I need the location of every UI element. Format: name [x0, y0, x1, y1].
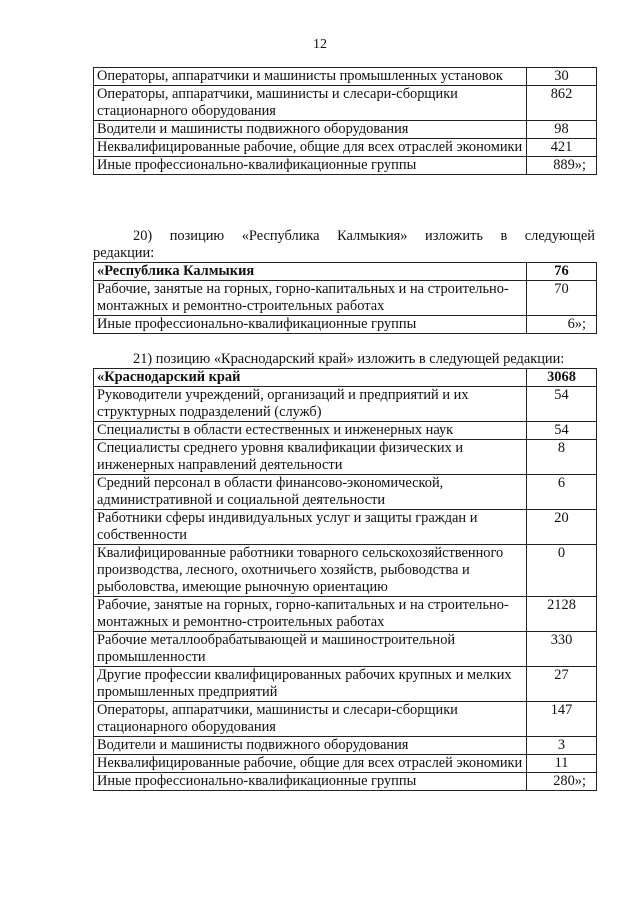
row-label: Операторы, аппаратчики и машинисты промышленных установок — [94, 68, 527, 86]
row-label: Рабочие, занятые на горных, горно-капитальных и на строительно-монтажных и ремонтно-строительных работах — [94, 281, 527, 316]
table-krasnodar — [93, 368, 597, 791]
row-value: 54 — [527, 422, 597, 440]
table-row — [94, 86, 597, 121]
row-value: 0 — [527, 545, 597, 597]
table-header-row — [94, 263, 597, 281]
row-label: Специалисты в области естественных и инженерных наук — [94, 422, 527, 440]
page-number: 12 — [313, 37, 327, 52]
table-row — [94, 545, 597, 597]
row-value: 6»; — [527, 316, 597, 334]
row-value: 54 — [527, 387, 597, 422]
table-row — [94, 281, 597, 316]
row-value: 8 — [527, 440, 597, 475]
row-label: Иные профессионально-квалификационные группы — [94, 316, 527, 334]
paragraph-20-line2: редакции: — [93, 245, 155, 261]
table-row — [94, 121, 597, 139]
row-label: Рабочие, занятые на горных, горно-капитальных и на строительно-монтажных и ремонтно-строительных работах — [94, 597, 527, 632]
row-label: Операторы, аппаратчики, машинисты и слесари-сборщики стационарного оборудования — [94, 702, 527, 737]
row-value: 3 — [527, 737, 597, 755]
table-row — [94, 597, 597, 632]
table-row — [94, 632, 597, 667]
row-label: Операторы, аппаратчики, машинисты и слесари-сборщики стационарного оборудования — [94, 86, 527, 121]
row-label: Средний персонал в области финансово-экономической, административной и социальной деятельности — [94, 475, 527, 510]
row-value: 330 — [527, 632, 597, 667]
row-label: Неквалифицированные рабочие, общие для всех отраслей экономики — [94, 139, 527, 157]
row-value: 20 — [527, 510, 597, 545]
row-label: Водители и машинисты подвижного оборудования — [94, 737, 527, 755]
row-value: 70 — [527, 281, 597, 316]
table-header-row — [94, 369, 597, 387]
table-row — [94, 510, 597, 545]
table-row — [94, 702, 597, 737]
table-row — [94, 755, 597, 773]
row-label: Работники сферы индивидуальных услуг и защиты граждан и собственности — [94, 510, 527, 545]
table-row — [94, 475, 597, 510]
row-value: 889»; — [527, 157, 597, 175]
table-row — [94, 316, 597, 334]
table-row — [94, 737, 597, 755]
row-label: Иные профессионально-квалификационные группы — [94, 773, 527, 791]
table-row — [94, 667, 597, 702]
row-label: Руководители учреждений, организаций и предприятий и их структурных подразделений (служб) — [94, 387, 527, 422]
row-label: Иные профессионально-квалификационные группы — [94, 157, 527, 175]
table-continuation — [93, 67, 597, 175]
row-label: Неквалифицированные рабочие, общие для всех отраслей экономики — [94, 755, 527, 773]
row-label: Другие профессии квалифицированных рабочих крупных и мелких промышленных предприятий — [94, 667, 527, 702]
row-value: 98 — [527, 121, 597, 139]
row-value: 862 — [527, 86, 597, 121]
paragraph-20-line1: 20) позицию «Республика Калмыкия» изложить в следующей — [133, 228, 595, 244]
row-value: 2128 — [527, 597, 597, 632]
row-value: 6 — [527, 475, 597, 510]
region-name: «Краснодарский край — [94, 369, 527, 387]
region-total: 3068 — [527, 369, 597, 387]
paragraph-21: 21) позицию «Краснодарский край» изложить в следующей редакции: — [133, 351, 565, 367]
region-total: 76 — [527, 263, 597, 281]
table-row — [94, 139, 597, 157]
row-value: 147 — [527, 702, 597, 737]
table-kalmykia — [93, 262, 597, 334]
row-label: Специалисты среднего уровня квалификации физических и инженерных направлений деятельности — [94, 440, 527, 475]
region-name: «Республика Калмыкия — [94, 263, 527, 281]
table-row — [94, 68, 597, 86]
row-value: 280»; — [527, 773, 597, 791]
row-value: 11 — [527, 755, 597, 773]
row-value: 421 — [527, 139, 597, 157]
table-row — [94, 440, 597, 475]
table-row — [94, 773, 597, 791]
row-label: Квалифицированные работники товарного сельскохозяйственного производства, лесного, охотничьего хозяйств, рыбоводства и рыболовства, имеющие рыночную ориентацию — [94, 545, 527, 597]
table-row — [94, 422, 597, 440]
table-row — [94, 387, 597, 422]
row-label: Рабочие металлообрабатывающей и машиностроительной промышленности — [94, 632, 527, 667]
row-label: Водители и машинисты подвижного оборудования — [94, 121, 527, 139]
row-value: 30 — [527, 68, 597, 86]
row-value: 27 — [527, 667, 597, 702]
table-row — [94, 157, 597, 175]
